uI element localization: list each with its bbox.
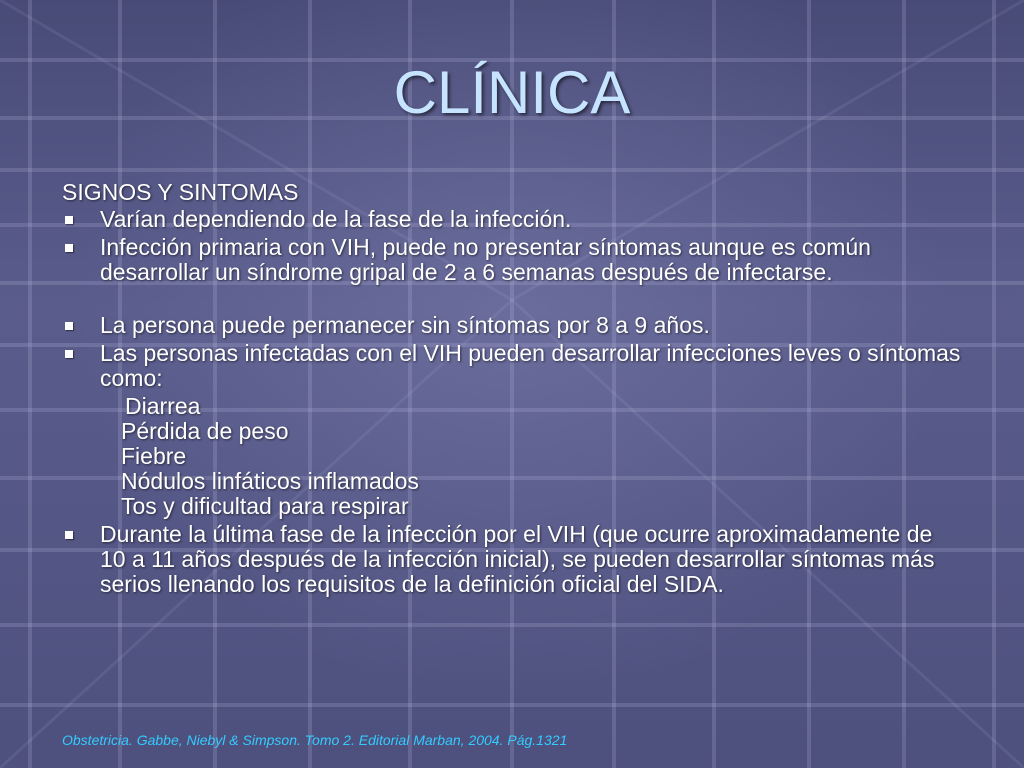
square-bullet-icon bbox=[65, 244, 73, 252]
bullet-item bbox=[62, 341, 962, 391]
bullet-item bbox=[62, 313, 962, 338]
bullet-text: La persona puede permanecer sin síntomas por 8 a 9 años. bbox=[100, 312, 710, 338]
square-bullet-icon bbox=[65, 322, 73, 330]
square-bullet-icon bbox=[65, 216, 73, 224]
symptom-item: Diarrea bbox=[125, 393, 201, 419]
slide-body bbox=[62, 180, 962, 600]
bullet-text: Varían dependiendo de la fase de la infección. bbox=[100, 206, 572, 232]
symptom-list bbox=[62, 394, 962, 519]
symptom-item: Fiebre bbox=[121, 443, 187, 469]
spacer bbox=[62, 288, 962, 313]
bullet-text: Infección primaria con VIH, puede no presentar síntomas aunque es común desarrollar un síndrome gripal de 2 a 6 semanas después de infectarse. bbox=[100, 234, 871, 285]
bullet-text: Las personas infectadas con el VIH pueden desarrollar infecciones leves o síntomas como: bbox=[100, 340, 961, 391]
symptom-item: Tos y dificultad para respirar bbox=[121, 493, 409, 519]
bullet-item bbox=[62, 235, 962, 285]
square-bullet-icon bbox=[65, 350, 73, 358]
section-heading: SIGNOS Y SINTOMAS bbox=[62, 179, 299, 205]
square-bullet-icon bbox=[65, 531, 73, 539]
symptom-item: Pérdida de peso bbox=[121, 418, 289, 444]
bullet-text: Durante la última fase de la infección por el VIH (que ocurre aproximadamente de 10 a 11 años después de la infección inicial), se pueden desarrollar síntomas más serios llenando los requisitos de la definición oficial del SIDA. bbox=[100, 521, 935, 597]
bullet-item bbox=[62, 207, 962, 232]
slide-title: CLÍNICA bbox=[393, 59, 631, 126]
symptom-item: Nódulos linfáticos inflamados bbox=[121, 468, 419, 494]
reference-citation: Obstetricia. Gabbe, Niebyl & Simpson. Tomo 2. Editorial Marban, 2004. Pág.1321 bbox=[62, 732, 568, 748]
bullet-item bbox=[62, 522, 962, 597]
